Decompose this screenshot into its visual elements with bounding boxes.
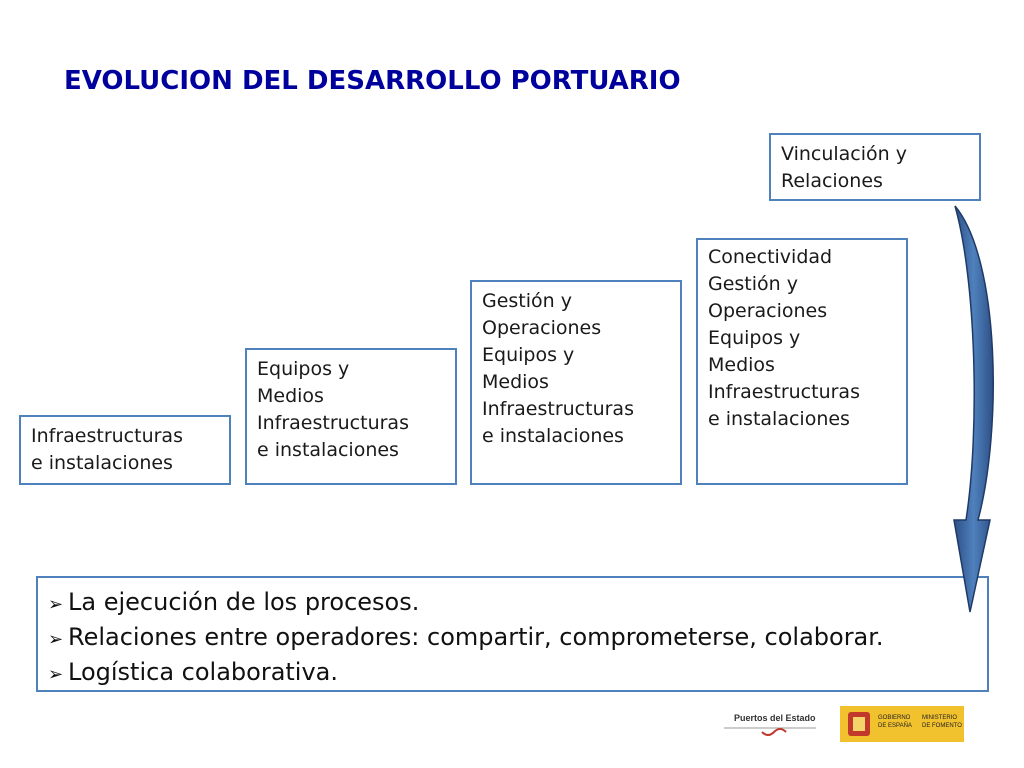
bullet-text: Relaciones entre operadores: compartir, comprometerse, colaborar. [68, 623, 884, 651]
step-box-1 [19, 415, 231, 485]
step-3-line: Equipos y [482, 344, 575, 366]
slide-title: EVOLUCION DEL DESARROLLO PORTUARIO [64, 66, 681, 96]
puertos-del-estado-logo [722, 708, 818, 742]
step-4-line: Equipos y [708, 327, 801, 349]
step-4-line: Conectividad [708, 246, 833, 268]
step-4-line: e instalaciones [708, 408, 850, 430]
ministerio-line: MINISTERIO [922, 715, 958, 721]
wave-icon [722, 708, 818, 742]
step-4-line: Infraestructuras [708, 381, 860, 403]
step-3-line: Gestión y [482, 290, 572, 312]
puertos-logo-text: Puertos del Estado [734, 713, 816, 723]
step-5-line: Vinculación y [781, 143, 907, 165]
step-box-4 [696, 238, 908, 485]
summary-bullet [48, 656, 977, 691]
step-3-line: e instalaciones [482, 425, 624, 447]
step-box-5 [769, 133, 981, 201]
ministerio-label [922, 714, 962, 730]
step-2-line: e instalaciones [257, 439, 399, 461]
summary-bullet [48, 586, 977, 621]
bullet-arrow-icon: ➢ [48, 629, 64, 650]
summary-bullet [48, 621, 977, 656]
bullet-arrow-icon: ➢ [48, 594, 64, 615]
bullet-text: La ejecución de los procesos. [68, 588, 420, 616]
step-3-line: Infraestructuras [482, 398, 634, 420]
step-4-line: Operaciones [708, 300, 828, 322]
step-2-line: Medios [257, 385, 324, 407]
gobierno-line: GOBIERNO [878, 715, 911, 721]
bullet-arrow-icon: ➢ [48, 664, 64, 685]
gobierno-line: DE ESPAÑA [878, 723, 912, 729]
summary-box [36, 576, 989, 692]
step-2-line: Infraestructuras [257, 412, 409, 434]
coat-of-arms-icon [844, 709, 874, 739]
bullet-text: Logística colaborativa. [68, 658, 339, 686]
step-box-3 [470, 280, 682, 485]
step-4-line: Medios [708, 354, 775, 376]
step-2-line: Equipos y [257, 358, 350, 380]
step-4-line: Gestión y [708, 273, 798, 295]
step-5-line: Relaciones [781, 170, 883, 192]
gobierno-espana-logo [840, 706, 964, 742]
gobierno-label [878, 714, 912, 730]
step-box-2 [245, 348, 457, 485]
ministerio-line: DE FOMENTO [922, 723, 962, 729]
step-3-line: Medios [482, 371, 549, 393]
step-1-line: Infraestructuras [31, 425, 183, 447]
step-1-line: e instalaciones [31, 452, 173, 474]
step-3-line: Operaciones [482, 317, 602, 339]
